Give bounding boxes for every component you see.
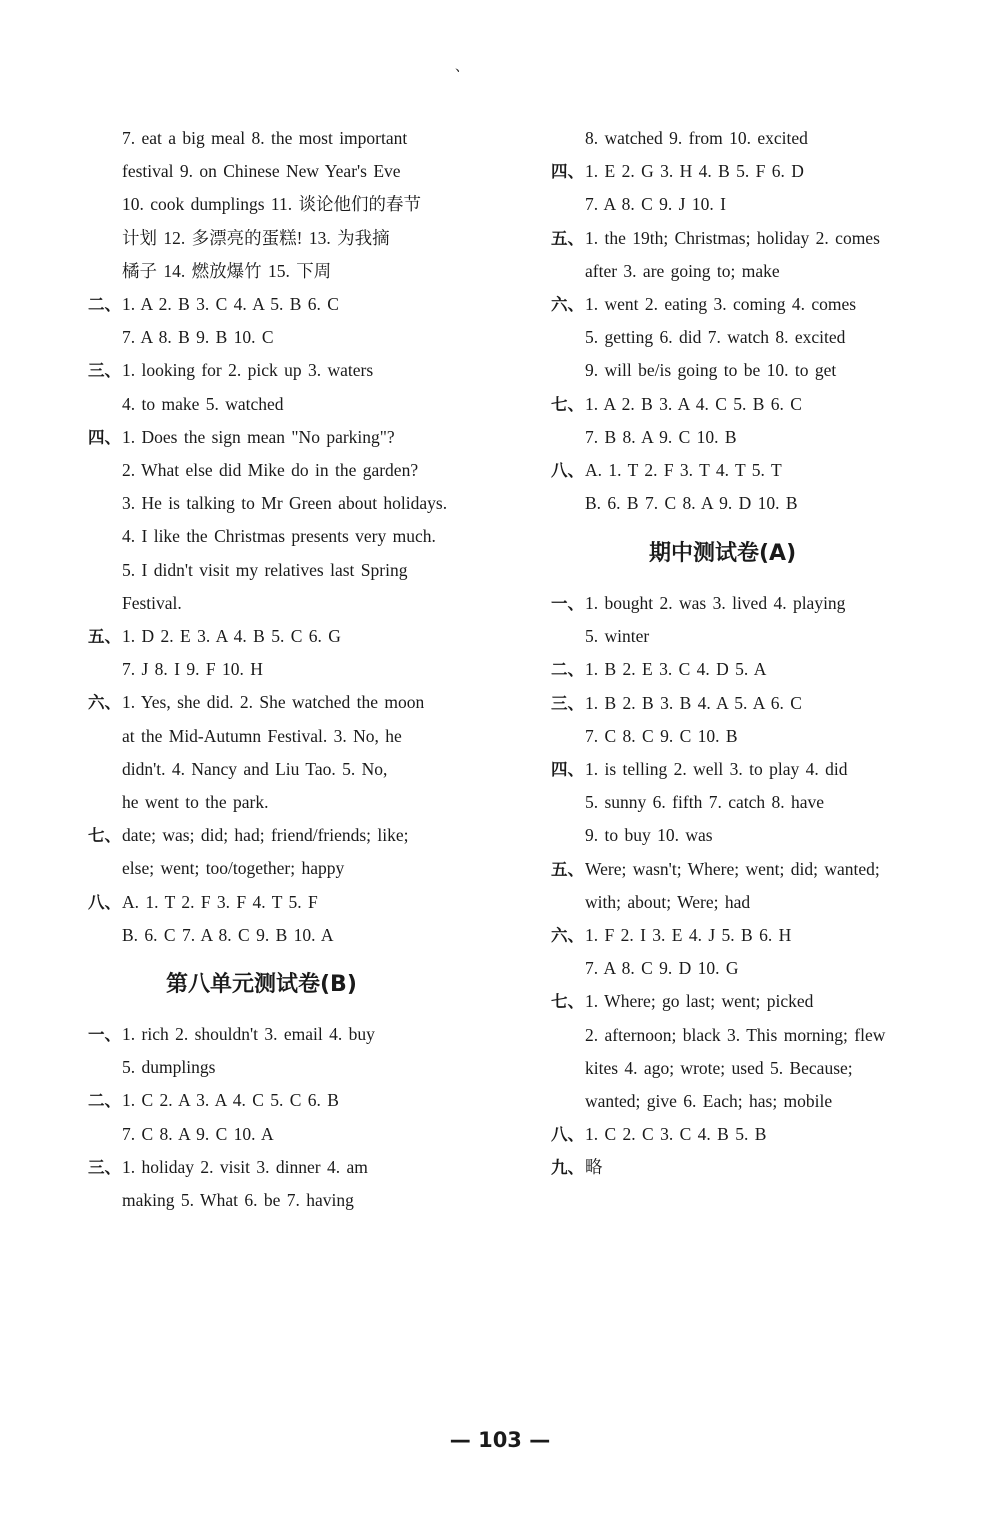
right-line (551, 159, 804, 183)
section-number: 八、 (551, 1125, 584, 1145)
right-line (551, 491, 798, 515)
right-line (551, 226, 880, 250)
right-b-line (551, 857, 880, 881)
right-b-line (551, 823, 713, 847)
answer-text: 7. C 8. C 9. C 10. B (585, 725, 738, 746)
answer-text: 1. C 2. A 3. A 4. C 5. C 6. B (122, 1090, 339, 1111)
right-b-line (551, 624, 649, 648)
section-number: 一、 (551, 594, 584, 613)
answer-text: 1. E 2. G 3. H 4. B 5. F 6. D (585, 161, 804, 182)
right-line (551, 425, 737, 449)
right-line (551, 192, 726, 216)
right-b-line (551, 890, 750, 914)
left-b-line (88, 1155, 368, 1179)
section-number: 五、 (551, 859, 584, 879)
right-line (551, 358, 836, 382)
answer-text: 5. sunny 6. fifth 7. catch 8. have (585, 792, 825, 813)
answer-text: didn't. 4. Nancy and Liu Tao. 5. No, (122, 758, 388, 779)
answer-text: 2. What else did Mike do in the garden? (122, 460, 419, 480)
answer-text: 7. eat a big meal 8. the most important (122, 128, 408, 148)
answer-text: at the Mid-Autumn Festival. 3. No, he (122, 725, 402, 746)
right-b-line (551, 956, 739, 980)
answer-text: making 5. What 6. be 7. having (122, 1190, 354, 1210)
section-number: 八、 (88, 892, 121, 912)
left-line (88, 491, 447, 515)
answer-text: 2. afternoon; black 3. This morning; flew (585, 1024, 886, 1045)
section-number: 六、 (551, 926, 584, 945)
section-number: 五、 (88, 627, 121, 646)
answer-text: 7. A 8. C 9. J 10. I (585, 194, 726, 215)
left-b-line (88, 1055, 215, 1079)
answer-text: 9. will be/is going to be 10. to get (585, 360, 837, 381)
section-heading-midterm-a: 期中测试卷(A) (649, 541, 797, 566)
left-line (88, 425, 395, 449)
left-line (88, 458, 418, 482)
answer-text: 1. B 2. B 3. B 4. A 5. A 6. C (585, 692, 802, 713)
right-b-line (551, 691, 802, 715)
section-number: 六、 (551, 295, 584, 314)
left-line (88, 325, 274, 349)
section-number: 八、 (551, 461, 584, 480)
right-b-line (551, 724, 738, 748)
answer-text: wanted; give 6. Each; has; mobile (585, 1091, 833, 1111)
section-number: 三、 (88, 1157, 121, 1177)
right-line (551, 325, 845, 349)
answer-text: 1. F 2. I 3. E 4. J 5. B 6. H (585, 925, 792, 945)
section-number: 七、 (551, 992, 584, 1012)
section-number: 四、 (88, 427, 121, 447)
answer-text: 橘子 14. 燃放爆竹 15. 下周 (122, 260, 332, 281)
right-b-line (551, 923, 791, 947)
answer-text: 4. to make 5. watched (122, 393, 284, 414)
left-b-line (88, 1122, 274, 1146)
left-line (88, 624, 341, 648)
left-b-line (88, 1188, 354, 1212)
left-line (88, 890, 318, 914)
left-line (88, 757, 387, 781)
left-line (88, 192, 421, 216)
answer-text: 1. is telling 2. well 3. to play 4. did (585, 759, 848, 779)
answer-text: B. 6. C 7. A 8. C 9. B 10. A (122, 924, 334, 945)
answer-text: with; about; Were; had (585, 891, 751, 912)
answer-text: 1. B 2. E 3. C 4. D 5. A (585, 659, 767, 680)
answer-text: B. 6. B 7. C 8. A 9. D 10. B (585, 493, 798, 514)
section-number: 七、 (88, 826, 121, 846)
answer-text: 1. looking for 2. pick up 3. waters (122, 360, 374, 381)
left-line (88, 358, 373, 382)
left-b-line (88, 1022, 375, 1046)
section-number: 九、 (551, 1158, 584, 1178)
answer-text: 1. bought 2. was 3. lived 4. playing (585, 593, 846, 613)
right-b-line (551, 989, 813, 1013)
left-line (88, 856, 344, 880)
answer-text: 1. the 19th; Christmas; holiday 2. comes (585, 227, 880, 248)
answer-text: date; was; did; had; friend/friends; like; (122, 825, 409, 846)
left-b-line (88, 1088, 339, 1112)
answer-text: A. 1. T 2. F 3. F 4. T 5. F (122, 891, 318, 912)
section-number: 三、 (88, 361, 121, 381)
answer-text: 5. winter (585, 626, 650, 647)
left-line (88, 591, 182, 615)
right-b-line (551, 757, 848, 781)
answer-text: 10. cook dumplings 11. 谈论他们的春节 (122, 194, 422, 215)
section-number: 七、 (551, 394, 584, 414)
left-line (88, 292, 339, 316)
section-number: 二、 (88, 295, 121, 314)
left-line (88, 558, 407, 582)
right-line (551, 292, 856, 316)
right-b-line (551, 657, 766, 681)
answer-text: after 3. are going to; make (585, 260, 780, 281)
left-line (88, 724, 402, 748)
right-b-line (551, 1056, 853, 1080)
section-number: 六、 (88, 693, 121, 713)
left-line (88, 159, 401, 183)
section-number: 二、 (88, 1091, 121, 1111)
answer-text: 7. J 8. I 9. F 10. H (122, 659, 263, 680)
answer-text: 3. He is talking to Mr Green about holidays. (122, 493, 448, 514)
left-line (88, 923, 334, 947)
answer-text: 1. A 2. B 3. A 4. C 5. B 6. C (585, 393, 802, 414)
top-mark: 、 (455, 60, 469, 75)
page-number: — 103 — (449, 1428, 551, 1452)
answer-text: A. 1. T 2. F 3. T 4. T 5. T (585, 460, 782, 480)
answer-text: 5. getting 6. did 7. watch 8. excited (585, 327, 846, 348)
left-line (88, 126, 407, 150)
answer-text: Festival. (122, 592, 182, 613)
right-line (551, 126, 808, 150)
left-line (88, 657, 263, 681)
answer-text: 1. D 2. E 3. A 4. B 5. C 6. G (122, 626, 341, 646)
left-line (88, 259, 331, 283)
answer-text: 1. Yes, she did. 2. She watched the moon (122, 692, 425, 713)
right-b-line (551, 1155, 603, 1179)
answer-text: 7. B 8. A 9. C 10. B (585, 426, 737, 447)
right-b-line (551, 1023, 885, 1047)
right-b-line (551, 790, 824, 814)
section-number: 五、 (551, 228, 584, 248)
left-line (88, 524, 436, 548)
section-number: 一、 (88, 1025, 121, 1044)
answer-text: 1. holiday 2. visit 3. dinner 4. am (122, 1156, 368, 1177)
answer-text: Were; wasn't; Where; went; did; wanted; (585, 858, 880, 879)
section-number: 二、 (551, 660, 584, 680)
answer-text: 1. went 2. eating 3. coming 4. comes (585, 294, 857, 314)
right-b-line (551, 591, 845, 615)
answer-text: he went to the park. (122, 792, 269, 812)
answer-text: 计划 12. 多漂亮的蛋糕! 13. 为我摘 (122, 227, 390, 248)
right-line (551, 458, 782, 482)
right-line (551, 392, 802, 416)
answer-text: 7. C 8. A 9. C 10. A (122, 1123, 274, 1144)
left-line (88, 790, 269, 814)
answer-text: 1. C 2. C 3. C 4. B 5. B (585, 1124, 767, 1145)
answer-text: 5. I didn't visit my relatives last Spring (122, 559, 408, 580)
answer-text: 1. A 2. B 3. C 4. A 5. B 6. C (122, 294, 339, 314)
right-line (551, 259, 780, 283)
right-b-line (551, 1089, 832, 1113)
answer-text: 1. Does the sign mean "No parking"? (122, 426, 395, 447)
section-number: 三、 (551, 693, 584, 713)
answer-text: 1. Where; go last; went; picked (585, 991, 814, 1012)
answer-text: 略 (585, 1157, 603, 1178)
answer-text: festival 9. on Chinese New Year's Eve (122, 161, 401, 182)
answer-text: 1. rich 2. shouldn't 3. email 4. buy (122, 1024, 375, 1044)
section-heading-unit8-b: 第八单元测试卷(B) (166, 972, 357, 997)
answer-text: else; went; too/together; happy (122, 858, 345, 879)
answer-text: 8. watched 9. from 10. excited (585, 128, 808, 148)
left-line (88, 690, 424, 714)
answer-text: 4. I like the Christmas presents very much. (122, 526, 436, 547)
left-line (88, 226, 390, 250)
answer-text: kites 4. ago; wrote; used 5. Because; (585, 1057, 853, 1078)
right-b-line (551, 1122, 766, 1146)
section-number: 四、 (551, 162, 584, 182)
answer-text: 5. dumplings (122, 1057, 216, 1078)
answer-text: 9. to buy 10. was (585, 825, 713, 846)
section-number: 四、 (551, 760, 584, 779)
left-line (88, 823, 409, 847)
answer-text: 7. A 8. B 9. B 10. C (122, 327, 274, 348)
answer-text: 7. A 8. C 9. D 10. G (585, 958, 739, 979)
left-line (88, 392, 284, 416)
